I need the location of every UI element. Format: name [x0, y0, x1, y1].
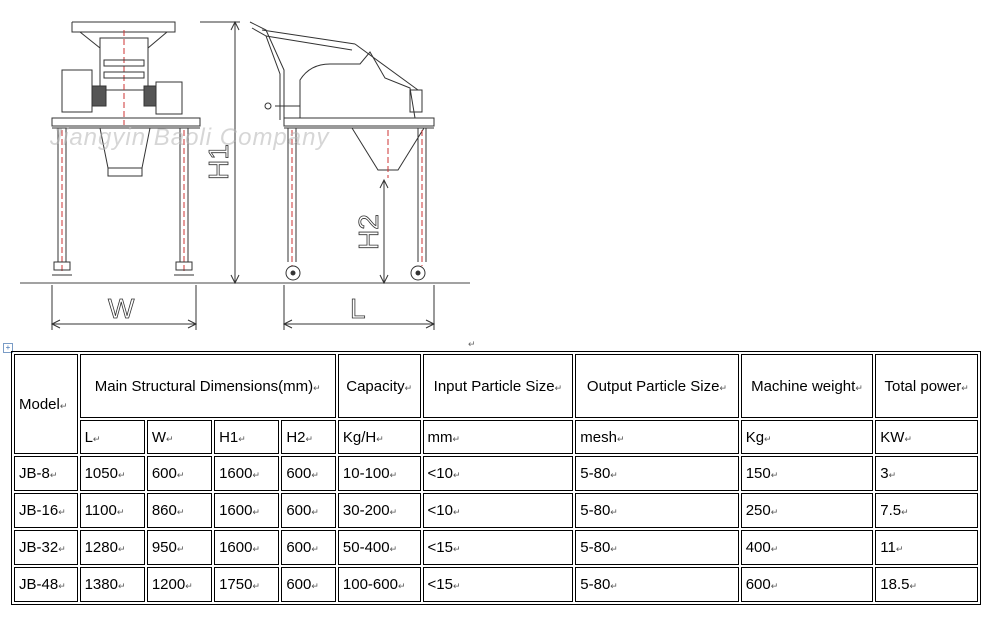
- cell-h1: 1600↵: [214, 456, 279, 491]
- cell-power: 18.5↵: [875, 567, 978, 602]
- cell-capacity: 50-400↵: [338, 530, 421, 565]
- cell-w: 600↵: [147, 456, 212, 491]
- company-watermark: Jiangyin Baoli Company: [50, 124, 330, 151]
- w-label: W: [108, 293, 135, 324]
- table-row: [14, 567, 978, 602]
- unit-h2: H2↵: [281, 420, 336, 454]
- h1-label: H1: [203, 144, 234, 180]
- cell-l: 1280↵: [80, 530, 145, 565]
- unit-h1: H1↵: [214, 420, 279, 454]
- cell-model: JB-8↵: [14, 456, 78, 491]
- cell-output: 5-80↵: [575, 567, 738, 602]
- cell-input: <10↵: [423, 493, 574, 528]
- header-main-dimensions: Main Structural Dimensions(mm)↵: [80, 354, 336, 418]
- l-label: L: [350, 293, 366, 324]
- table-row: [14, 493, 978, 528]
- cell-output: 5-80↵: [575, 493, 738, 528]
- cell-output: 5-80↵: [575, 456, 738, 491]
- header-machine-weight: Machine weight↵: [741, 354, 874, 418]
- cell-capacity: 100-600↵: [338, 567, 421, 602]
- cell-capacity: 10-100↵: [338, 456, 421, 491]
- cell-l: 1380↵: [80, 567, 145, 602]
- unit-l: L↵: [80, 420, 145, 454]
- header-capacity: Capacity↵: [338, 354, 421, 418]
- cell-h1: 1600↵: [214, 493, 279, 528]
- unit-input: mm↵: [423, 420, 574, 454]
- unit-w: W↵: [147, 420, 212, 454]
- unit-power: KW↵: [875, 420, 978, 454]
- header-output-size: Output Particle Size↵: [575, 354, 738, 418]
- cell-weight: 400↵: [741, 530, 874, 565]
- header-total-power: Total power↵: [875, 354, 978, 418]
- cell-input: <15↵: [423, 567, 574, 602]
- table-row: [14, 530, 978, 565]
- unit-capacity: Kg/H↵: [338, 420, 421, 454]
- cell-model: JB-32↵: [14, 530, 78, 565]
- unit-weight: Kg↵: [741, 420, 874, 454]
- cell-weight: 150↵: [741, 456, 874, 491]
- cell-weight: 600↵: [741, 567, 874, 602]
- cell-h1: 1600↵: [214, 530, 279, 565]
- cell-power: 3↵: [875, 456, 978, 491]
- cell-l: 1100↵: [80, 493, 145, 528]
- table-row: [14, 456, 978, 491]
- cell-capacity: 30-200↵: [338, 493, 421, 528]
- front-view: [52, 22, 200, 275]
- header-input-size: Input Particle Size↵: [423, 354, 574, 418]
- cell-output: 5-80↵: [575, 530, 738, 565]
- cell-w: 950↵: [147, 530, 212, 565]
- h2-label: H2: [353, 214, 384, 250]
- table-move-handle-icon[interactable]: +: [3, 343, 13, 353]
- cell-h1: 1750↵: [214, 567, 279, 602]
- cell-w: 860↵: [147, 493, 212, 528]
- cell-model: JB-16↵: [14, 493, 78, 528]
- side-view: [250, 22, 434, 280]
- cell-input: <15↵: [423, 530, 574, 565]
- cell-h2: 600↵: [281, 567, 336, 602]
- cell-power: 11↵: [875, 530, 978, 565]
- cell-w: 1200↵: [147, 567, 212, 602]
- header-model: Model↵: [14, 354, 78, 454]
- specification-table: [11, 351, 981, 605]
- unit-output: mesh↵: [575, 420, 738, 454]
- cell-input: <10↵: [423, 456, 574, 491]
- cell-model: JB-48↵: [14, 567, 78, 602]
- cell-h2: 600↵: [281, 530, 336, 565]
- paragraph-mark-icon: ↵: [468, 339, 476, 349]
- cell-h2: 600↵: [281, 456, 336, 491]
- cell-weight: 250↵: [741, 493, 874, 528]
- cell-power: 7.5↵: [875, 493, 978, 528]
- cell-l: 1050↵: [80, 456, 145, 491]
- cell-h2: 600↵: [281, 493, 336, 528]
